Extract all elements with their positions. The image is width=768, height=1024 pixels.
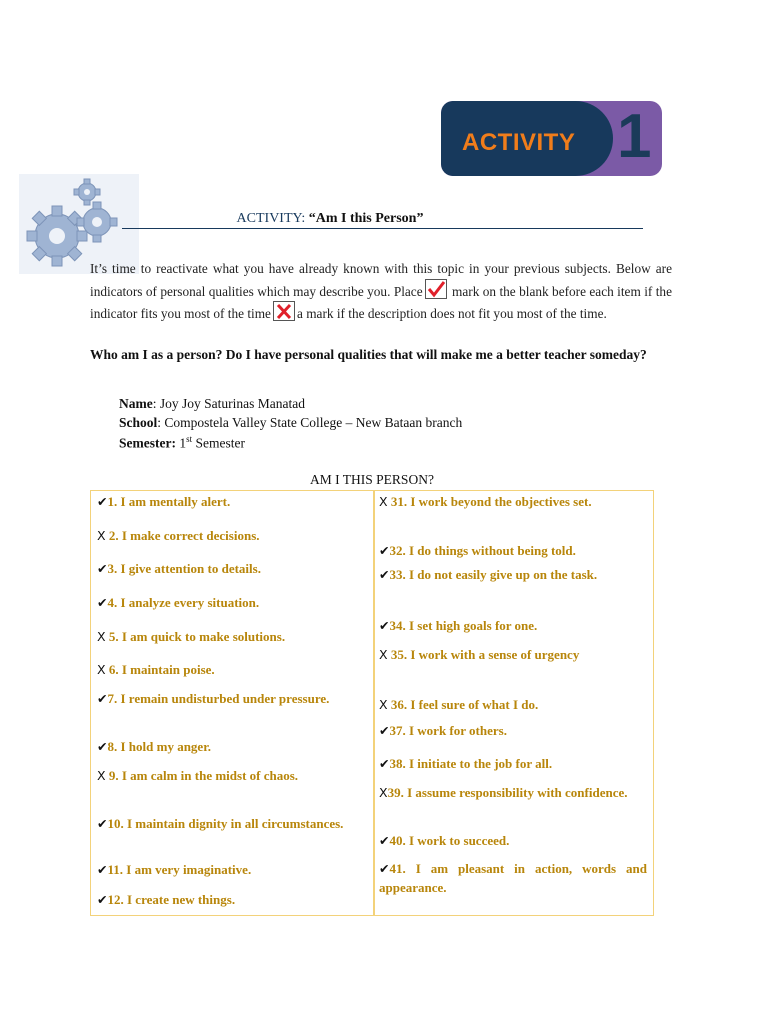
list-item xyxy=(379,493,647,512)
item-text: 11. I am very imaginative. xyxy=(107,862,252,877)
check-mark-icon: ✔ xyxy=(379,723,390,738)
item-text: 4. I analyze every situation. xyxy=(107,595,260,610)
list-item xyxy=(379,755,647,774)
item-text: 9. I am calm in the midst of chaos. xyxy=(105,768,299,783)
intro-part1: It’s time to reactivate what you have already known with this topic in your previous subjects. Below are indicators of personal qualities which may describe you. Place xyxy=(90,261,672,299)
list-item xyxy=(379,542,647,561)
list-item xyxy=(97,527,345,546)
check-mark-icon: ✔ xyxy=(379,756,390,771)
list-item xyxy=(379,617,647,636)
semester-label: Semester: xyxy=(119,435,176,451)
x-mark-icon: X xyxy=(379,697,388,712)
list-item xyxy=(379,860,647,897)
item-text: 31. I work beyond the objectives set. xyxy=(387,494,592,509)
list-item xyxy=(379,722,647,741)
check-mark-icon: ✔ xyxy=(379,567,390,582)
intro-paragraph xyxy=(90,260,672,324)
list-item xyxy=(97,891,345,910)
name-label: Name xyxy=(119,396,153,411)
list-item xyxy=(97,628,345,647)
activity-title-quote: “Am I this Person” xyxy=(308,211,424,226)
list-item xyxy=(379,646,647,665)
semester-line xyxy=(119,434,245,452)
x-mark-icon: X xyxy=(97,662,106,677)
item-text: 8. I hold my anger. xyxy=(107,739,212,754)
check-mark-icon: ✔ xyxy=(97,494,108,509)
list-item xyxy=(379,784,647,803)
x-mark-icon: X xyxy=(97,528,106,543)
activity-title xyxy=(0,211,660,227)
list-item xyxy=(379,832,647,851)
intro-part3: a xyxy=(296,306,303,321)
list-item xyxy=(97,690,345,709)
title-underline xyxy=(122,228,643,229)
item-text: 3. I give attention to details. xyxy=(107,561,261,576)
check-mark-icon: ✔ xyxy=(97,595,108,610)
list-item xyxy=(97,560,345,579)
school-label: School xyxy=(119,415,158,430)
x-mark-icon: X xyxy=(97,768,106,783)
x-mark-icon xyxy=(273,301,295,321)
x-mark-icon: X xyxy=(379,494,388,509)
semester-number: 1 xyxy=(175,435,187,451)
banner-number: 1 xyxy=(617,102,652,171)
check-mark-icon: ✔ xyxy=(97,816,108,831)
item-text: 36. I feel sure of what I do. xyxy=(387,697,539,712)
item-text: 6. I maintain poise. xyxy=(105,662,215,677)
list-item xyxy=(97,594,345,613)
semester-suffix: st xyxy=(186,434,193,444)
item-text: 10. I maintain dignity in all circumstances. xyxy=(107,816,344,831)
list-item xyxy=(97,661,345,680)
intro-part4: mark if the description does not fit you most of the time. xyxy=(302,306,607,321)
column-divider xyxy=(373,491,375,915)
activity-title-prefix: ACTIVITY: xyxy=(236,211,309,226)
item-text: 39. I assume responsibility with confidence. xyxy=(387,785,628,800)
item-text: 7. I remain undisturbed under pressure. xyxy=(107,691,330,706)
school-value: : Compostela Valley State College – New Bataan branch xyxy=(157,415,463,430)
question-text: Who am I as a person? Do I have personal qualities that will make me a better teacher someday? xyxy=(90,347,647,362)
list-item xyxy=(97,815,345,834)
name-line xyxy=(119,396,305,412)
check-mark-icon: ✔ xyxy=(379,543,390,558)
check-mark-icon: ✔ xyxy=(97,691,108,706)
item-text: 2. I make correct decisions. xyxy=(105,528,260,543)
qualities-table xyxy=(90,490,654,916)
check-mark-icon: ✔ xyxy=(379,861,390,876)
x-mark-icon: X xyxy=(379,785,388,800)
item-text: 12. I create new things. xyxy=(107,892,236,907)
check-mark-icon: ✔ xyxy=(97,561,108,576)
item-text: 1. I am mentally alert. xyxy=(107,494,231,509)
list-item xyxy=(97,861,345,880)
list-item xyxy=(97,738,345,757)
check-mark-icon: ✔ xyxy=(379,833,390,848)
school-line xyxy=(119,415,462,431)
check-mark-icon: ✔ xyxy=(97,862,108,877)
item-text: 40. I work to succeed. xyxy=(389,833,510,848)
item-text: 34. I set high goals for one. xyxy=(389,618,538,633)
list-item xyxy=(379,696,647,715)
item-text: 5. I am quick to make solutions. xyxy=(105,629,286,644)
name-value: : Joy Joy Saturinas Manatad xyxy=(152,396,305,411)
list-item xyxy=(379,566,647,585)
activity-banner xyxy=(441,101,662,176)
check-mark-icon xyxy=(425,279,447,299)
item-text: 33. I do not easily give up on the task. xyxy=(389,567,598,582)
check-mark-icon: ✔ xyxy=(97,892,108,907)
list-item xyxy=(97,767,345,786)
item-text: 35. I work with a sense of urgency xyxy=(387,647,580,662)
semester-text: Semester xyxy=(192,435,245,451)
item-text: 38. I initiate to the job for all. xyxy=(389,756,553,771)
check-mark-icon: ✔ xyxy=(379,618,390,633)
intro-part2: mark on the blank before each item if the indicator fits you most of the time xyxy=(90,283,672,321)
x-mark-icon: X xyxy=(379,647,388,662)
item-text: 32. I do things without being told. xyxy=(389,543,576,558)
table-title: AM I THIS PERSON? xyxy=(310,472,434,487)
list-item xyxy=(97,493,345,512)
x-mark-icon: X xyxy=(97,629,106,644)
banner-word: ACTIVITY xyxy=(462,129,576,156)
check-mark-icon: ✔ xyxy=(97,739,108,754)
item-text: 37. I work for others. xyxy=(389,723,507,738)
item-text: 41. I am pleasant in action, words and appearance. xyxy=(379,861,647,895)
